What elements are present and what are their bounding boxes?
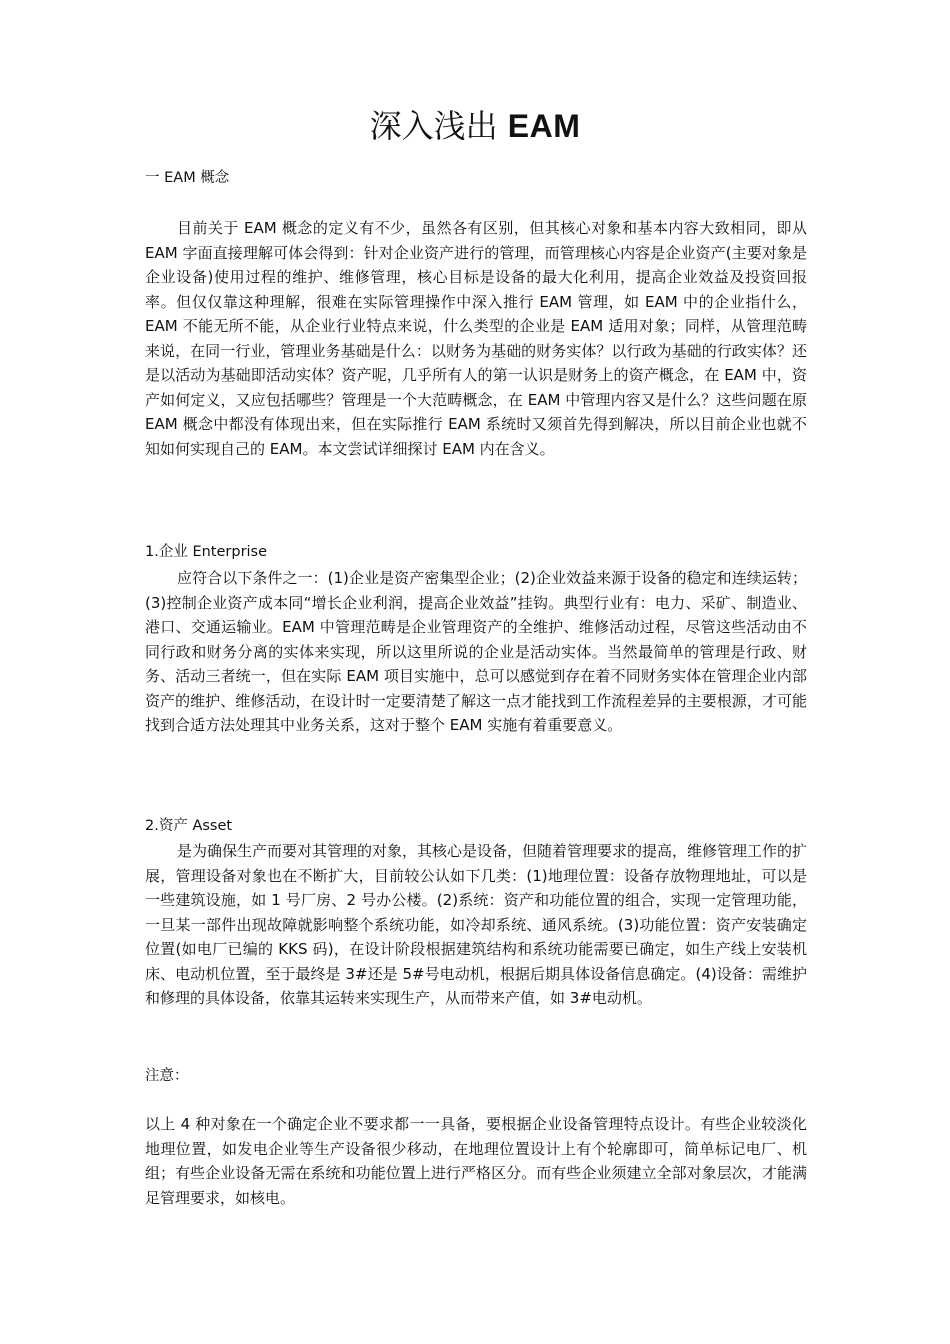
note-heading: 注意：	[145, 1068, 189, 1084]
paragraph-asset: 是为确保生产而要对其管理的对象，其核心是设备，但随着管理要求的提高，维修管理工作的扩展，管理设备对象也在不断扩大，目前较公认如下几类：(1)地理位置：设备存放物理地址，可以是一些建筑设施，如 1 号厂房、2 号办公楼。(2)系统：资产和功能位置的组合，实现一定管理功能，一旦某一部件出现故障就影响整个系统功能，如冷却系统、通风系统。(3)功能位置：资产安装确定位置(如电厂已编的 KKS 码)，在设计阶段根据建筑结构和系统功能需要已确定，如生产线上安装机床、电动机位置，至于最终是 3#还是 5#号电动机，根据后期具体设备信息确定。(4)设备：需维护和修理的具体设备，依靠其运转来实现生产，从而带来产值，如 3#电动机。	[145, 842, 808, 1007]
paragraph-enterprise: 应符合以下条件之一：(1)企业是资产密集型企业；(2)企业效益来源于设备的稳定和连续运转；(3)控制企业资产成本同“增长企业利润，提高企业效益”挂钩。典型行业有：电力、采矿、制造业、港口、交通运输业。EAM 中管理范畴是企业管理资产的全维护、维修活动过程，尽管这些活动由不同行政和财务分离的实体来实现，所以这里所说的企业是活动实体。当然最简单的管理是行政、财务、活动三者统一，但在实际 EAM 项目实施中，总可以感觉到存在着不同财务实体在管理企业内部资产的维护、维修活动，在设计时一定要清楚了解这一点才能找到工作流程差异的主要根源，才可能找到合适方法处理其中业务关系，这对于整个 EAM 实施有着重要意义。	[145, 569, 807, 734]
title-chinese: 深入浅出	[369, 107, 508, 145]
title-latin: EAM	[507, 108, 581, 144]
section-heading-eam-concept: 一 EAM 概念	[145, 170, 230, 186]
paragraph-eam-concept: 目前关于 EAM 概念的定义有不少，虽然各有区别，但其核心对象和基本内容大致相同，即从 EAM 字面直接理解可体会得到：针对企业资产进行的管理，而管理核心内容是企业资产(主要对象是企业设备)使用过程的维护、维修管理，核心目标是设备的最大化利用，提高企业效益及投资回报率。但仅仅靠这种理解，很难在实际管理操作中深入推行 EAM 管理，如 EAM 中的企业指什么，EAM 不能无所不能，从企业行业特点来说，什么类型的企业是 EAM 适用对象；同样，从管理范畴来说，在同一行业，管理业务基础是什么：以财务为基础的财务实体？以行政为基础的行政实体？还是以活动为基础即活动实体？资产呢，几乎所有人的第一认识是财务上的资产概念，在 EAM 中，资产如何定义，又应包括哪些？管理是一个大范畴概念，在 EAM 中管理内容又是什么？这些问题在原 EAM 概念中都没有体现出来，但在实际推行 EAM 系统时又须首先得到解决，所以目前企业也就不知如何实现自己的 EAM。本文尝试详细探讨 EAM 内在含义。	[145, 219, 807, 458]
section-heading-enterprise: 1.企业 Enterprise	[145, 544, 268, 560]
document-title	[0, 104, 950, 148]
paragraph-note: 以上 4 种对象在一个确定企业不要求都一一具备，要根据企业设备管理特点设计。有些企业较淡化地理位置，如发电企业等生产设备很少移动，在地理位置设计上有个轮廓即可，简单标记电厂、机组；有些企业设备无需在系统和功能位置上进行严格区分。而有些企业须建立全部对象层次，才能满足管理要求，如核电。	[145, 1115, 807, 1207]
section-heading-asset: 2.资产 Asset	[145, 818, 233, 834]
